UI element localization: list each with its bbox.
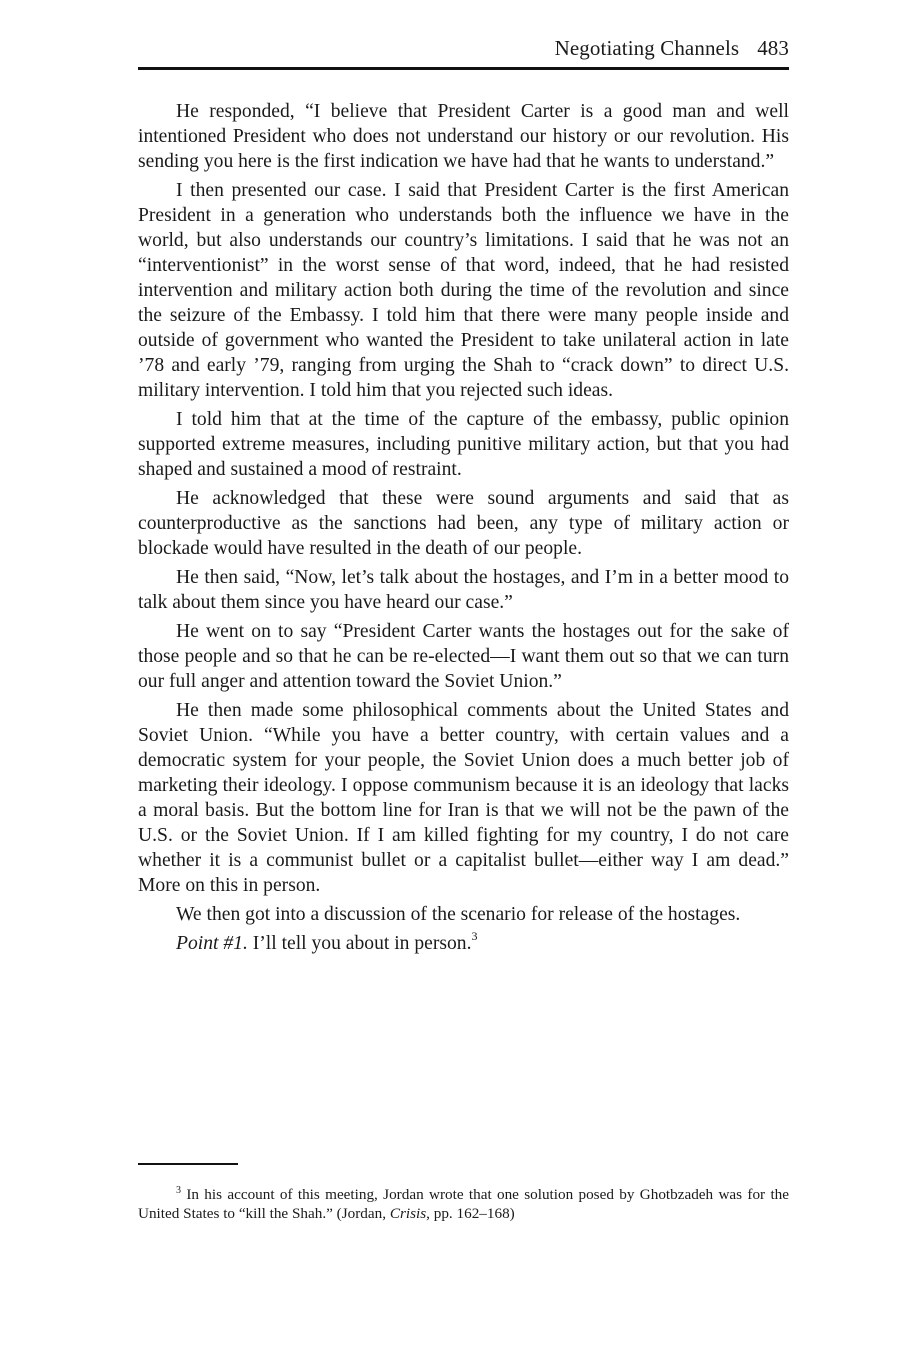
body-text [138,99,789,960]
paragraph: He acknowledged that these were sound arguments and said that as counterproductive as the sanctions had been, any type of military action or blockade would have resulted in the death of our people. [138,488,789,559]
page-number: 483 [757,36,789,60]
paragraph: I then presented our case. I said that President Carter is the first American President in a generation who understands both the influence we have in the world, but also understands our country’s limitations. I said that he was not an “interventionist” in the worst sense of that word, indeed, that he had resisted intervention and military action both during the time of the revolution and since the seizure of the Embassy. I told him that there were many people inside and outside of government who wanted the President to take unilateral action in late ’78 and early ’79, ranging from urging the Shah to “crack down” to direct U.S. military intervention. I told him that you rejected such ideas. [138,180,789,401]
footnote-reference[interactable]: 3 [471,929,478,943]
footnote-rule [138,1163,238,1165]
footnote [138,1185,789,1223]
footnote-book-title: Crisis [389,1205,427,1222]
paragraph: He went on to say “President Carter wants the hostages out for the sake of those people and so that he can be re-elected—I want them out so that we can turn our full anger and attention toward the Soviet Union.” [138,621,789,692]
header-rule [138,67,789,70]
footnote-pages: , pp. 162–168) [426,1205,515,1222]
paragraph: He then said, “Now, let’s talk about the hostages, and I’m in a better mood to talk about them since you have heard our case.” [138,567,789,613]
paragraph: We then got into a discussion of the scenario for release of the hostages. [176,904,741,925]
point-label: Point #1. [176,933,248,954]
paragraph: I told him that at the time of the capture of the embassy, public opinion supported extreme measures, including punitive military action, but that you had shaped and sustained a mood of restraint. [138,409,789,480]
running-header [138,36,789,61]
paragraph-point-1 [138,931,789,956]
footnote-text: In his account of this meeting, Jordan wrote that one solution posed by Ghotbzadeh was for the United States to “kill the Shah.” (Jordan, [138,1186,789,1222]
paragraph: He then made some philosophical comments about the United States and Soviet Union. “While you have a better country, with certain values and a democratic system for your people, the Soviet Union does a much better job of marketing their ideology. I oppose communism because it is an ideology that lacks a moral basis. But the bottom line for Iran is that we will not be the pawn of the U.S. or the Soviet Union. If I am killed fighting for my country, I do not care whether it is a communist bullet or a capitalist bullet—either way I am dead.” More on this in person. [138,700,789,896]
footnote-marker: 3 [176,1185,181,1196]
paragraph: He responded, “I believe that President Carter is a good man and well intentioned President who does not understand our history or our revolution. His sending you here is the first indication we have had that he wants to understand.” [138,101,789,172]
running-title: Negotiating Channels [554,36,740,60]
point-text: I’ll tell you about in person. [247,933,472,954]
